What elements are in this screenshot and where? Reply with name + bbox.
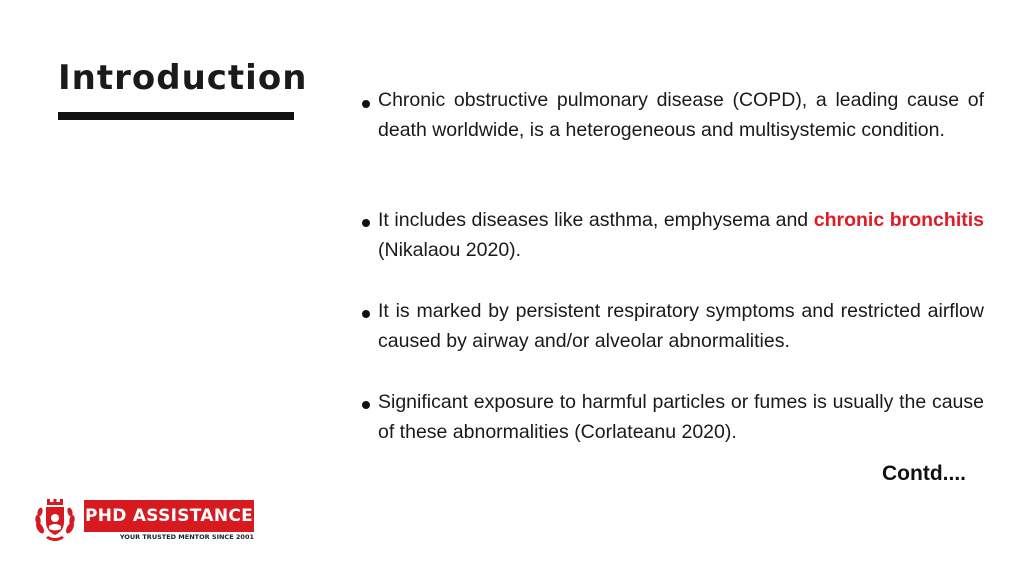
bullet-citation: (Nikalaou 2020). (378, 238, 522, 261)
list-item (360, 86, 984, 145)
bullet-text: Significant exposure to harmful particles or fumes is usually the cause of these abnormalities (Corlateanu 2020). (378, 391, 984, 443)
logo-tagline: YOUR TRUSTED MENTOR SINCE 2001 (119, 533, 254, 541)
laurel-emblem-icon (32, 498, 78, 544)
bullet-text: It includes diseases like asthma, emphysema and (378, 209, 814, 231)
logo-wordmark: PHD ASSISTANCE (84, 500, 254, 532)
brand-logo (32, 498, 254, 544)
bullet-dot-icon (362, 401, 370, 409)
page-title: Introduction (58, 58, 308, 98)
title-underline (58, 112, 294, 120)
bullet-dot-icon (362, 219, 370, 227)
continued-label: Contd.... (882, 462, 966, 485)
bullet-dot-icon (362, 310, 370, 318)
bullet-dot-icon (362, 100, 370, 108)
highlighted-term: chronic bronchitis (813, 209, 984, 231)
list-item (360, 206, 984, 265)
bullet-text: It is marked by persistent respiratory symptoms and restricted airflow caused by airway and/or alveolar abnormalities. (378, 300, 984, 352)
list-item (360, 388, 984, 447)
bullet-text: Chronic obstructive pulmonary disease (COPD), a leading cause of death worldwide, is a heterogeneous and multisystemic condition. (378, 89, 984, 141)
list-item (360, 297, 984, 356)
